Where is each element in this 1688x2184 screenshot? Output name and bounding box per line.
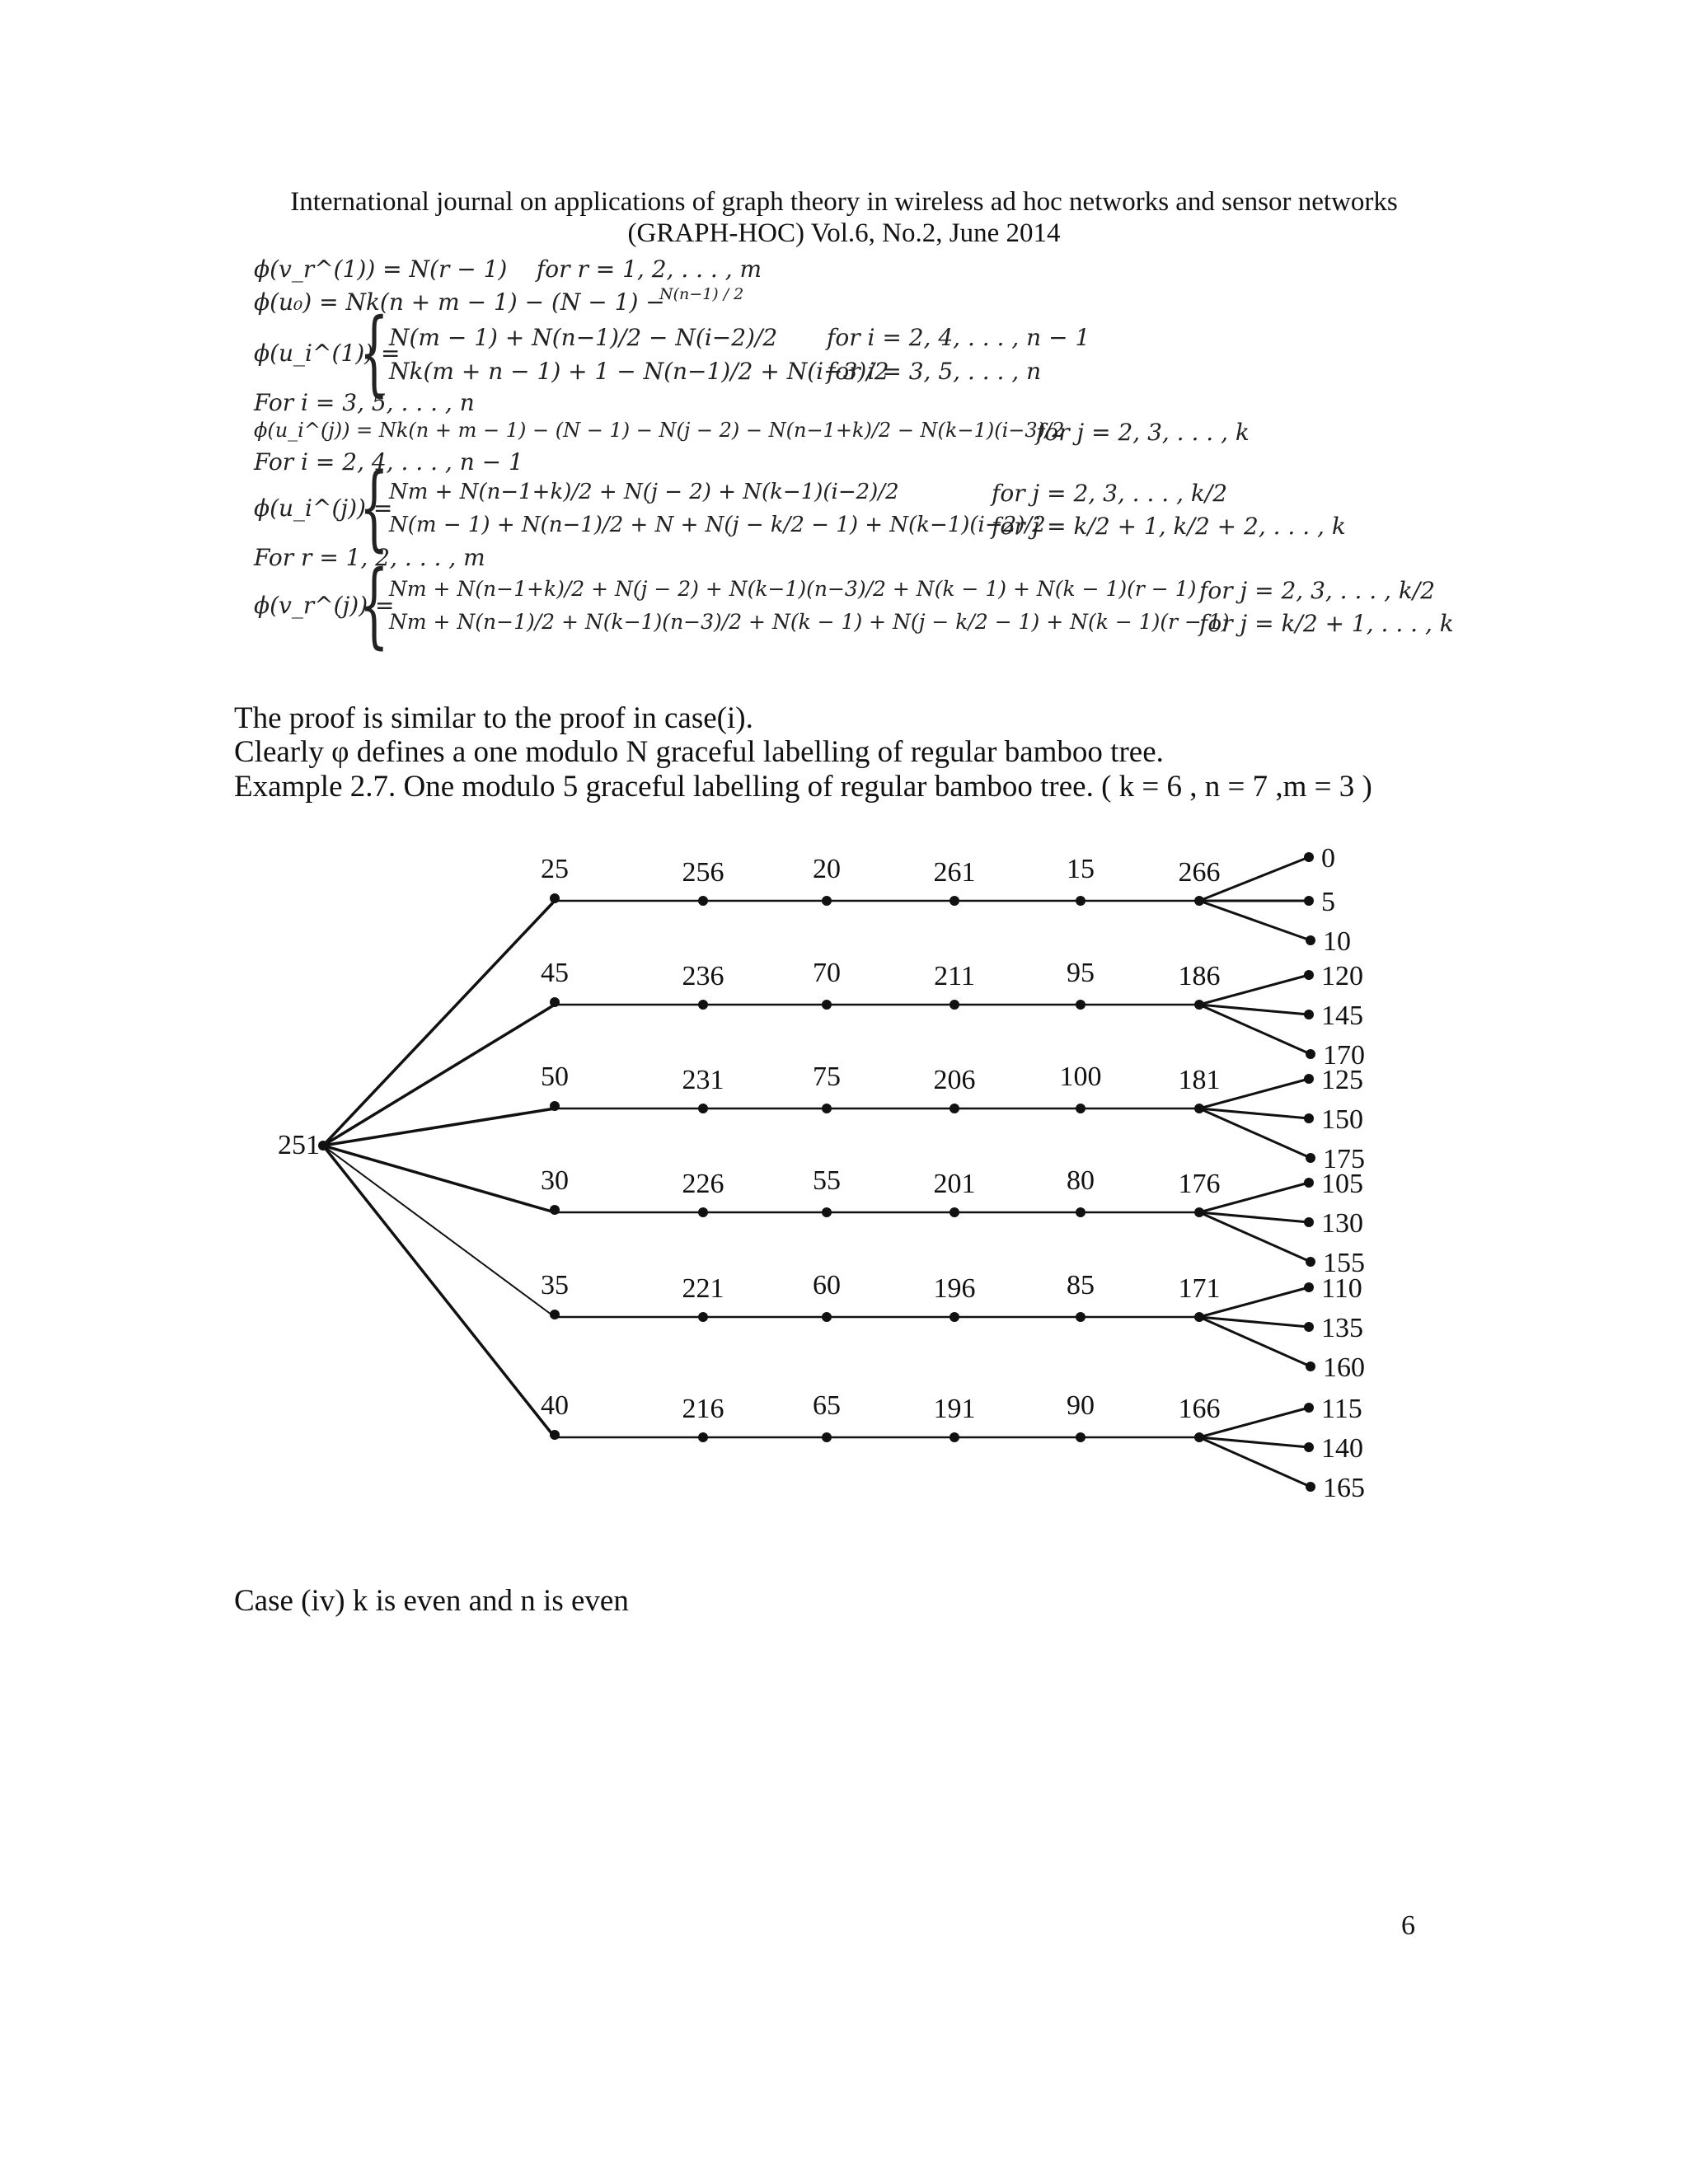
root-label: 251 (278, 1130, 320, 1160)
vertex-label: 231 (682, 1065, 724, 1095)
leaf-vertex (1304, 1217, 1314, 1227)
leaf-vertex (1304, 970, 1314, 980)
formula-v-r-j-case-b: Nm + N(n−1)/2 + N(k−1)(n−3)/2 + N(k − 1) + N(j − k/2 − 1) + N(k − 1)(r − 1) (389, 610, 1230, 634)
vertex-label: 226 (682, 1169, 724, 1199)
tree-edge (323, 901, 555, 1146)
journal-header-line2: (GRAPH-HOC) Vol.6, No.2, June 2014 (627, 218, 1061, 248)
tree-vertex (1076, 1432, 1085, 1442)
leaf-vertex (1306, 1361, 1315, 1371)
vertex-label: 201 (933, 1169, 976, 1199)
tree-vertex (822, 1432, 832, 1442)
vertex-label: 176 (1178, 1169, 1221, 1199)
vertex-label: 25 (541, 854, 569, 884)
leaf-vertex (1304, 1074, 1314, 1084)
tree-edge (323, 1108, 555, 1146)
leaf-vertex (1304, 1178, 1314, 1188)
vertex-label: 35 (541, 1270, 569, 1301)
leaf-edge (1199, 901, 1311, 940)
tree-vertex (950, 896, 959, 906)
vertex-label: 266 (1178, 857, 1221, 888)
leaf-label: 120 (1321, 961, 1363, 991)
tree-vertex (550, 1205, 560, 1215)
leaf-label: 110 (1321, 1273, 1362, 1304)
formula-u0-fraction: N(n−1) / 2 (659, 285, 744, 303)
tree-vertex (698, 1432, 708, 1442)
leaf-label: 0 (1321, 843, 1335, 874)
vertex-label: 85 (1067, 1270, 1095, 1301)
tree-vertex (1076, 896, 1085, 906)
tree-vertex (822, 896, 832, 906)
formula-u-i-1-case-a: N(m − 1) + N(n−1)/2 − N(i−2)/2 (389, 324, 778, 351)
vertex-label: 256 (682, 857, 724, 888)
formula-v-r-1: ϕ(v_r^(1)) = N(r − 1) for r = 1, 2, . . . , m (254, 255, 762, 283)
vertex-label: 191 (933, 1394, 976, 1424)
tree-vertex (550, 1430, 560, 1440)
vertex-label: 181 (1178, 1065, 1221, 1095)
body-paragraph-example: Example 2.7. One modulo 5 graceful labelling of regular bamboo tree. ( k = 6 , n = 7 ,m = 3 ) (234, 770, 1372, 804)
formula-u-i-j-odd: ϕ(u_i^(j)) = Nk(n + m − 1) − (N − 1) − N(j − 2) − N(n−1+k)/2 − N(k−1)(i−3)/2 (254, 419, 1065, 442)
leaf-vertex (1306, 1482, 1315, 1492)
tree-vertex (1076, 1000, 1085, 1010)
formula-for-r: For r = 1, 2, . . . , m (254, 544, 485, 571)
formula-for-even-i: For i = 2, 4, . . . , n − 1 (254, 448, 523, 476)
tree-edge (323, 1005, 555, 1146)
tree-vertex (550, 893, 560, 903)
tree-vertex (698, 1312, 708, 1322)
vertex-label: 95 (1067, 958, 1095, 988)
leaf-vertex (1304, 1403, 1314, 1413)
formula-u-i-j-odd-condition: for j = 2, 3, . . . , k (1036, 419, 1250, 446)
journal-header-line1: International journal on applications of graph theory in wireless ad hoc networks and sensor networks (290, 187, 1398, 217)
tree-vertex (950, 1104, 959, 1113)
vertex-label: 261 (933, 857, 976, 888)
tree-vertex (822, 1104, 832, 1113)
vertex-label: 171 (1178, 1273, 1221, 1304)
leaf-label: 145 (1321, 1001, 1363, 1031)
left-brace: { (359, 299, 389, 406)
leaf-label: 105 (1321, 1169, 1363, 1199)
tree-vertex (1076, 1207, 1085, 1217)
page-number: 6 (1401, 1910, 1415, 1941)
tree-vertex (698, 896, 708, 906)
tree-vertex (950, 1207, 959, 1217)
tree-vertex (950, 1432, 959, 1442)
vertex-label: 20 (813, 854, 841, 884)
formula-u-i-j-even-case-b: N(m − 1) + N(n−1)/2 + N + N(j − k/2 − 1) + N(k−1)(i−2)/2 (389, 513, 1046, 537)
vertex-label: 80 (1067, 1165, 1095, 1196)
case-iv-heading: Case (iv) k is even and n is even (234, 1584, 629, 1618)
vertex-label: 236 (682, 961, 724, 991)
tree-vertex (550, 1310, 560, 1319)
tree-vertex (950, 1000, 959, 1010)
tree-vertex (822, 1000, 832, 1010)
leaf-vertex (1306, 935, 1315, 945)
vertex-label: 75 (813, 1062, 841, 1092)
leaf-label: 165 (1323, 1473, 1365, 1503)
body-paragraph-proof: The proof is similar to the proof in case(i). (234, 701, 753, 735)
leaf-vertex (1306, 1049, 1315, 1059)
tree-vertex (822, 1207, 832, 1217)
leaf-label: 170 (1323, 1040, 1365, 1071)
tree-vertex (698, 1104, 708, 1113)
left-brace: { (359, 551, 389, 658)
formula-u-i-1-lhs: ϕ(u_i^(1)) = (254, 340, 401, 367)
vertex-label: 70 (813, 958, 841, 988)
vertex-label: 216 (682, 1394, 724, 1424)
tree-vertex (698, 1207, 708, 1217)
leaf-vertex (1304, 1010, 1314, 1019)
vertex-label: 30 (541, 1165, 569, 1196)
vertex-label: 40 (541, 1390, 569, 1421)
formula-u-i-1-case-a-condition: for i = 2, 4, . . . , n − 1 (827, 324, 1090, 351)
body-paragraph-clearly: Clearly φ defines a one modulo N graceful labelling of regular bamboo tree. (234, 735, 1164, 769)
leaf-label: 155 (1323, 1248, 1365, 1278)
leaf-label: 175 (1323, 1144, 1365, 1174)
leaf-label: 140 (1321, 1433, 1363, 1464)
vertex-label: 65 (813, 1390, 841, 1421)
leaf-vertex (1306, 1153, 1315, 1163)
leaf-label: 115 (1321, 1394, 1362, 1424)
vertex-label: 60 (813, 1270, 841, 1301)
tree-vertex (1076, 1312, 1085, 1322)
leaf-label: 135 (1321, 1313, 1363, 1343)
leaf-vertex (1304, 1322, 1314, 1332)
leaf-vertex (1304, 1442, 1314, 1452)
vertex-label: 100 (1059, 1062, 1102, 1092)
formula-u-i-j-even-case-b-condition: for j = k/2 + 1, k/2 + 2, . . . , k (992, 513, 1346, 540)
tree-vertex (550, 997, 560, 1007)
vertex-label: 50 (541, 1062, 569, 1092)
leaf-vertex (1304, 1113, 1314, 1123)
formula-u-i-j-even-lhs: ϕ(u_i^(j)) = (254, 494, 393, 522)
tree-vertex (698, 1000, 708, 1010)
leaf-vertex (1306, 1257, 1315, 1267)
tree-vertex (950, 1312, 959, 1322)
leaf-vertex (1304, 896, 1314, 906)
leaf-label: 5 (1321, 887, 1335, 917)
vertex-label: 55 (813, 1165, 841, 1196)
vertex-label: 186 (1178, 961, 1221, 991)
tree-vertex (550, 1101, 560, 1111)
tree-edge (323, 1146, 555, 1212)
leaf-vertex (1304, 852, 1314, 862)
vertex-label: 206 (933, 1065, 976, 1095)
vertex-label: 90 (1067, 1390, 1095, 1421)
vertex-label: 211 (934, 961, 975, 991)
leaf-label: 10 (1323, 926, 1351, 957)
tree-vertex (1076, 1104, 1085, 1113)
leaf-label: 150 (1321, 1104, 1363, 1135)
leaf-vertex (1304, 1282, 1314, 1292)
formula-u-i-1-case-b: Nk(m + n − 1) + 1 − N(n−1)/2 + N(i−3)/2 (389, 358, 889, 385)
leaf-label: 160 (1323, 1352, 1365, 1383)
vertex-label: 15 (1067, 854, 1095, 884)
formula-u-i-j-even-case-a-condition: for j = 2, 3, . . . , k/2 (992, 480, 1228, 507)
formula-for-odd-i: For i = 3, 5, . . . , n (254, 389, 475, 416)
formula-u0: ϕ(u₀) = Nk(n + m − 1) − (N − 1) − (254, 288, 665, 316)
vertex-label: 166 (1178, 1394, 1221, 1424)
vertex-label: 221 (682, 1273, 724, 1304)
formula-v-r-j-case-a: Nm + N(n−1+k)/2 + N(j − 2) + N(k−1)(n−3)/2 + N(k − 1) + N(k − 1)(r − 1) (389, 577, 1197, 601)
formula-v-r-j-lhs: ϕ(v_r^(j)) = (254, 592, 395, 619)
vertex-label: 45 (541, 958, 569, 988)
left-brace: { (359, 454, 389, 561)
tree-vertex (822, 1312, 832, 1322)
leaf-label: 125 (1321, 1065, 1363, 1095)
formula-v-r-j-case-b-condition: for j = k/2 + 1, . . . , k (1199, 610, 1454, 637)
formula-u-i-1-case-b-condition: for i = 3, 5, . . . , n (827, 358, 1042, 385)
formula-v-r-j-case-a-condition: for j = 2, 3, . . . , k/2 (1199, 577, 1436, 604)
formula-u-i-j-even-case-a: Nm + N(n−1+k)/2 + N(j − 2) + N(k−1)(i−2)/2 (389, 480, 899, 504)
leaf-label: 130 (1321, 1208, 1363, 1239)
vertex-label: 196 (933, 1273, 976, 1304)
